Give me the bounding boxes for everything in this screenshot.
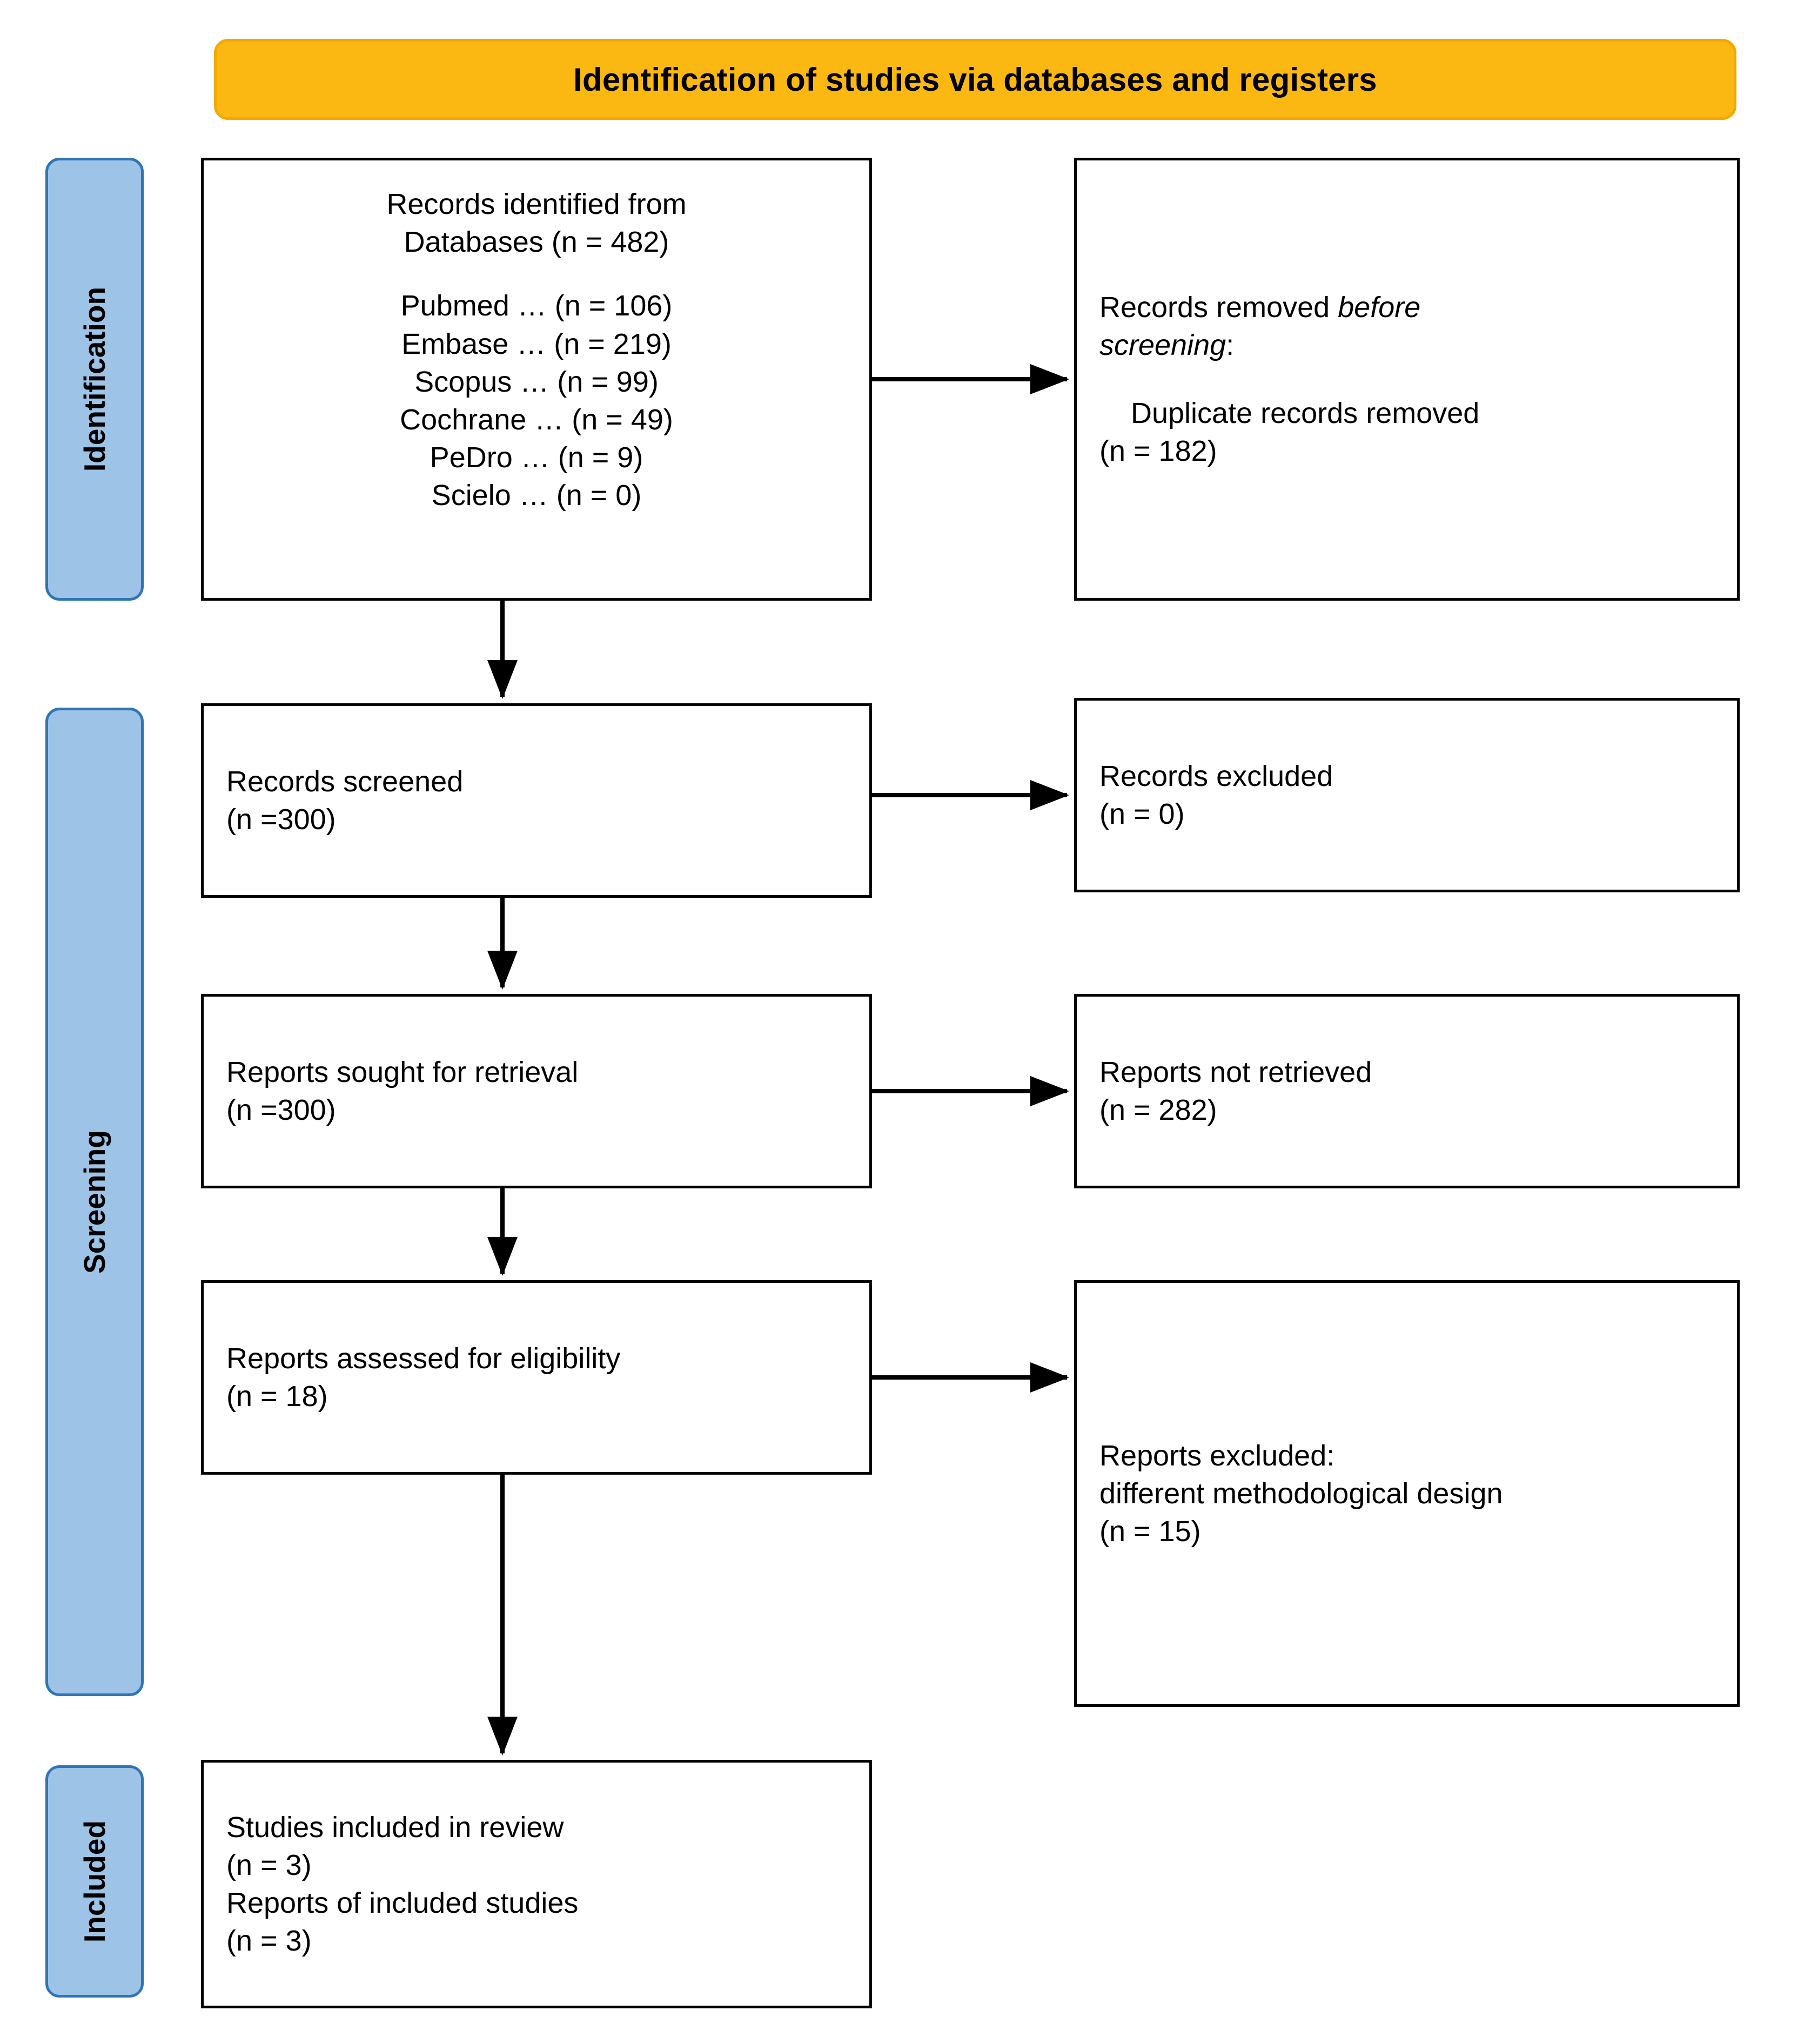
reports-excluded-count: (n = 15): [1099, 1515, 1201, 1548]
reports-sought-count: (n =300): [226, 1094, 336, 1126]
records-excluded-text: [1077, 757, 1737, 833]
records-screened-count: (n =300): [226, 803, 336, 836]
box-records-removed-before-screening: [1074, 158, 1740, 601]
reports-of-included-studies-count: (n = 3): [226, 1925, 312, 1958]
records-removed-text: [1077, 288, 1737, 470]
studies-included-line1: Studies included in review: [226, 1811, 564, 1844]
records-removed-line1: Records removed: [1099, 291, 1338, 324]
records-screened-line1: Records screened: [226, 765, 464, 798]
reports-not-retrieved-line1: Reports not retrieved: [1099, 1055, 1372, 1088]
studies-included-text: [204, 1808, 869, 1960]
box-records-excluded: [1074, 698, 1740, 892]
records-screened-text: [204, 763, 869, 838]
banner-title: Identification of studies via databases and registers: [573, 61, 1377, 98]
box-records-screened: [201, 703, 872, 898]
phase-label-included: [45, 1765, 144, 1998]
reports-excluded-text: [1077, 1437, 1737, 1551]
source-item: Scopus … (n = 99): [414, 365, 659, 398]
box-reports-sought-for-retrieval: [201, 994, 872, 1188]
records-removed-line2-italic: screening: [1099, 328, 1226, 361]
reports-sought-line1: Reports sought for retrieval: [226, 1055, 579, 1088]
source-item: Pubmed … (n = 106): [400, 290, 673, 322]
source-item: Cochrane … (n = 49): [400, 403, 673, 436]
phase-label-identification: [45, 158, 144, 601]
records-excluded-count: (n = 0): [1099, 798, 1185, 830]
source-item: Embase … (n = 219): [401, 327, 672, 360]
reports-assessed-line1: Reports assessed for eligibility: [226, 1342, 621, 1375]
reports-assessed-text: [204, 1340, 869, 1415]
box-records-identified: [201, 158, 872, 601]
reports-not-retrieved-text: [1077, 1053, 1737, 1129]
phase-label-identification-text: Identification: [78, 286, 112, 472]
source-item: Scielo … (n = 0): [431, 479, 642, 512]
box-reports-not-retrieved: [1074, 994, 1740, 1188]
reports-excluded-line1: Reports excluded:: [1099, 1439, 1335, 1472]
reports-sought-text: [204, 1053, 869, 1129]
phase-label-screening: [45, 708, 144, 1696]
box-reports-assessed-for-eligibility: [201, 1280, 872, 1475]
records-identified-source-list: [204, 261, 869, 514]
box-studies-included: [201, 1760, 872, 2008]
reports-not-retrieved-count: (n = 282): [1099, 1094, 1217, 1126]
box-reports-excluded: [1074, 1280, 1740, 1707]
diagram-header-banner: [214, 39, 1736, 120]
records-removed-line1-italic: before: [1338, 291, 1421, 324]
reports-excluded-line2: different methodological design: [1099, 1477, 1503, 1510]
records-removed-line2-tail: :: [1226, 328, 1235, 361]
records-identified-line1: Records identified from: [386, 188, 687, 220]
duplicate-records-removed-line: Duplicate records removed: [1131, 397, 1480, 429]
duplicate-records-removed-count: (n = 182): [1099, 435, 1217, 468]
reports-of-included-studies-line: Reports of included studies: [226, 1887, 579, 1919]
records-excluded-line1: Records excluded: [1099, 759, 1333, 792]
phase-label-screening-text: Screening: [78, 1130, 111, 1274]
source-item: PeDro … (n = 9): [430, 441, 643, 474]
studies-included-count: (n = 3): [226, 1848, 312, 1881]
records-identified-line2: Databases (n = 482): [404, 226, 669, 259]
reports-assessed-count: (n = 18): [226, 1380, 328, 1413]
phase-label-included-text: Included: [78, 1820, 111, 1943]
records-identified-heading: [204, 160, 869, 261]
